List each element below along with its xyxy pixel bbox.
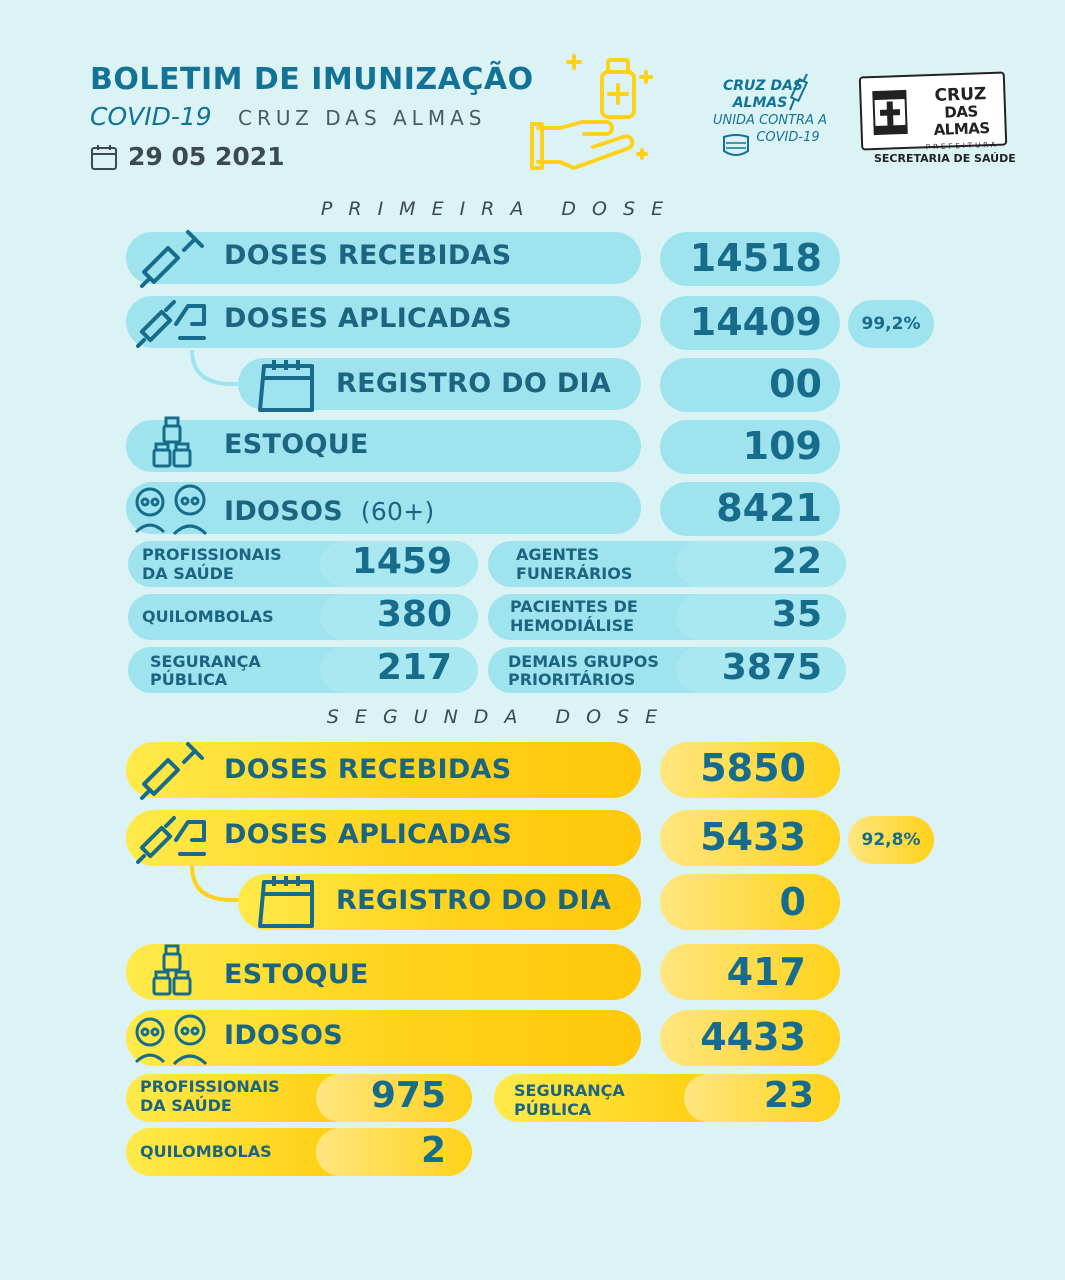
vaccination-icon (136, 810, 212, 866)
second-daily-record-label: REGISTRO DO DIA (336, 885, 612, 916)
first-elderly-label-text: IDOSOS (224, 496, 344, 527)
second-doses-received-value: 5850 (700, 746, 806, 790)
health-department: SECRETARIA DE SAÚDE (874, 152, 1016, 165)
second-doses-applied-label: DOSES APLICADAS (224, 819, 512, 850)
campaign-logo-line2: ALMAS (732, 95, 788, 111)
first-doses-received-value: 14518 (689, 236, 822, 280)
second-dose-title: SEGUNDA DOSE (326, 706, 674, 728)
second-stock-row (126, 944, 641, 1000)
first-group-health-workers-value: 1459 (351, 541, 452, 582)
second-group-quilombolas-value: 2 (420, 1130, 446, 1171)
first-group-hemodialysis-label-l2: HEMODIÁLISE (510, 616, 635, 635)
second-elderly-value: 4433 (700, 1015, 806, 1059)
first-doses-applied-value: 14409 (689, 300, 822, 344)
report-date: 29 05 2021 (128, 142, 285, 171)
calendar-icon (252, 872, 316, 930)
first-group-other-priority-label-l2: PRIORITÁRIOS (508, 670, 636, 689)
second-group-public-security-label-l2: PÚBLICA (514, 1100, 592, 1119)
first-group-public-security-value: 217 (376, 647, 452, 688)
first-dose-title: PRIMEIRA DOSE (320, 198, 680, 220)
campaign-logo-line4: COVID-19 (756, 130, 820, 145)
first-group-health-workers-label-l2: DA SAÚDE (142, 564, 234, 583)
first-doses-received-label: DOSES RECEBIDAS (224, 240, 512, 271)
city-crest-icon (871, 89, 909, 136)
second-group-public-security-value: 23 (763, 1075, 814, 1116)
first-elderly-value: 8421 (716, 486, 822, 530)
mask-icon (718, 133, 754, 159)
first-group-funeral-agents-label-l2: FUNERÁRIOS (516, 564, 633, 583)
campaign-logo-line1: CRUZ DAS (723, 78, 803, 94)
syringe-icon (138, 738, 208, 804)
city-logo (859, 71, 1007, 150)
first-group-quilombolas-label-l1: QUILOMBOLAS (142, 607, 274, 626)
second-group-public-security-label-l1: SEGURANÇA (514, 1081, 625, 1100)
vaccination-icon (136, 294, 212, 350)
small-syringe-icon (785, 72, 817, 112)
subtitle-city: CRUZ DAS ALMAS (238, 106, 487, 130)
first-group-hemodialysis-value: 35 (771, 594, 822, 635)
first-elderly-label-suffix: (60+) (360, 497, 435, 526)
first-group-public-security-label-l1: SEGURANÇA (150, 652, 261, 671)
second-elderly-label: IDOSOS (224, 1020, 344, 1051)
calendar-small-icon (90, 143, 118, 171)
first-daily-record-label: REGISTRO DO DIA (336, 368, 612, 399)
date-row (90, 142, 285, 171)
vaccine-hand-icon (530, 50, 665, 170)
second-group-health-workers-label-l1: PROFISSIONAIS (140, 1077, 280, 1096)
second-doses-applied-value: 5433 (700, 815, 806, 859)
calendar-icon (252, 356, 316, 414)
second-group-health-workers-value: 975 (370, 1075, 446, 1116)
first-doses-applied-label: DOSES APLICADAS (224, 303, 512, 334)
campaign-logo-line3: UNIDA CONTRA A (712, 113, 828, 128)
city-logo-line3: PREFEITURA (925, 140, 999, 152)
first-group-hemodialysis-label-l1: PACIENTES DE (510, 597, 638, 616)
first-doses-applied-percent: 99,2% (848, 300, 934, 348)
first-group-public-security-label-l2: PÚBLICA (150, 670, 228, 689)
vials-icon (150, 942, 194, 998)
page-title: BOLETIM DE IMUNIZAÇÃO (90, 62, 534, 97)
second-stock-label: ESTOQUE (224, 959, 369, 990)
subtitle-covid: COVID-19 (90, 102, 212, 131)
second-stock-value: 417 (726, 950, 806, 994)
second-daily-record-value: 0 (779, 880, 806, 924)
city-logo-line2: DAS ALMAS (933, 102, 990, 139)
first-group-other-priority-label-l1: DEMAIS GRUPOS (508, 652, 659, 671)
vials-icon (150, 414, 194, 470)
second-group-health-workers-label-l2: DA SAÚDE (140, 1096, 232, 1115)
first-group-funeral-agents-value: 22 (771, 541, 822, 582)
first-elderly-label (224, 496, 435, 527)
elderly-icon (130, 480, 212, 536)
elderly-icon (130, 1010, 212, 1066)
second-group-quilombolas-label-l1: QUILOMBOLAS (140, 1142, 272, 1161)
first-stock-label: ESTOQUE (224, 429, 369, 460)
first-stock-value: 109 (742, 424, 822, 468)
second-doses-received-label: DOSES RECEBIDAS (224, 754, 512, 785)
first-group-quilombolas-value: 380 (376, 594, 452, 635)
city-logo-line1: CRUZ (934, 84, 987, 106)
second-doses-applied-percent: 92,8% (848, 816, 934, 864)
first-group-health-workers-label-l1: PROFISSIONAIS (142, 545, 282, 564)
first-group-funeral-agents-label-l1: AGENTES (516, 545, 600, 564)
first-stock-row (126, 420, 641, 472)
first-daily-record-value: 00 (769, 362, 822, 406)
syringe-icon (138, 226, 208, 292)
first-group-other-priority-value: 3875 (721, 647, 822, 688)
